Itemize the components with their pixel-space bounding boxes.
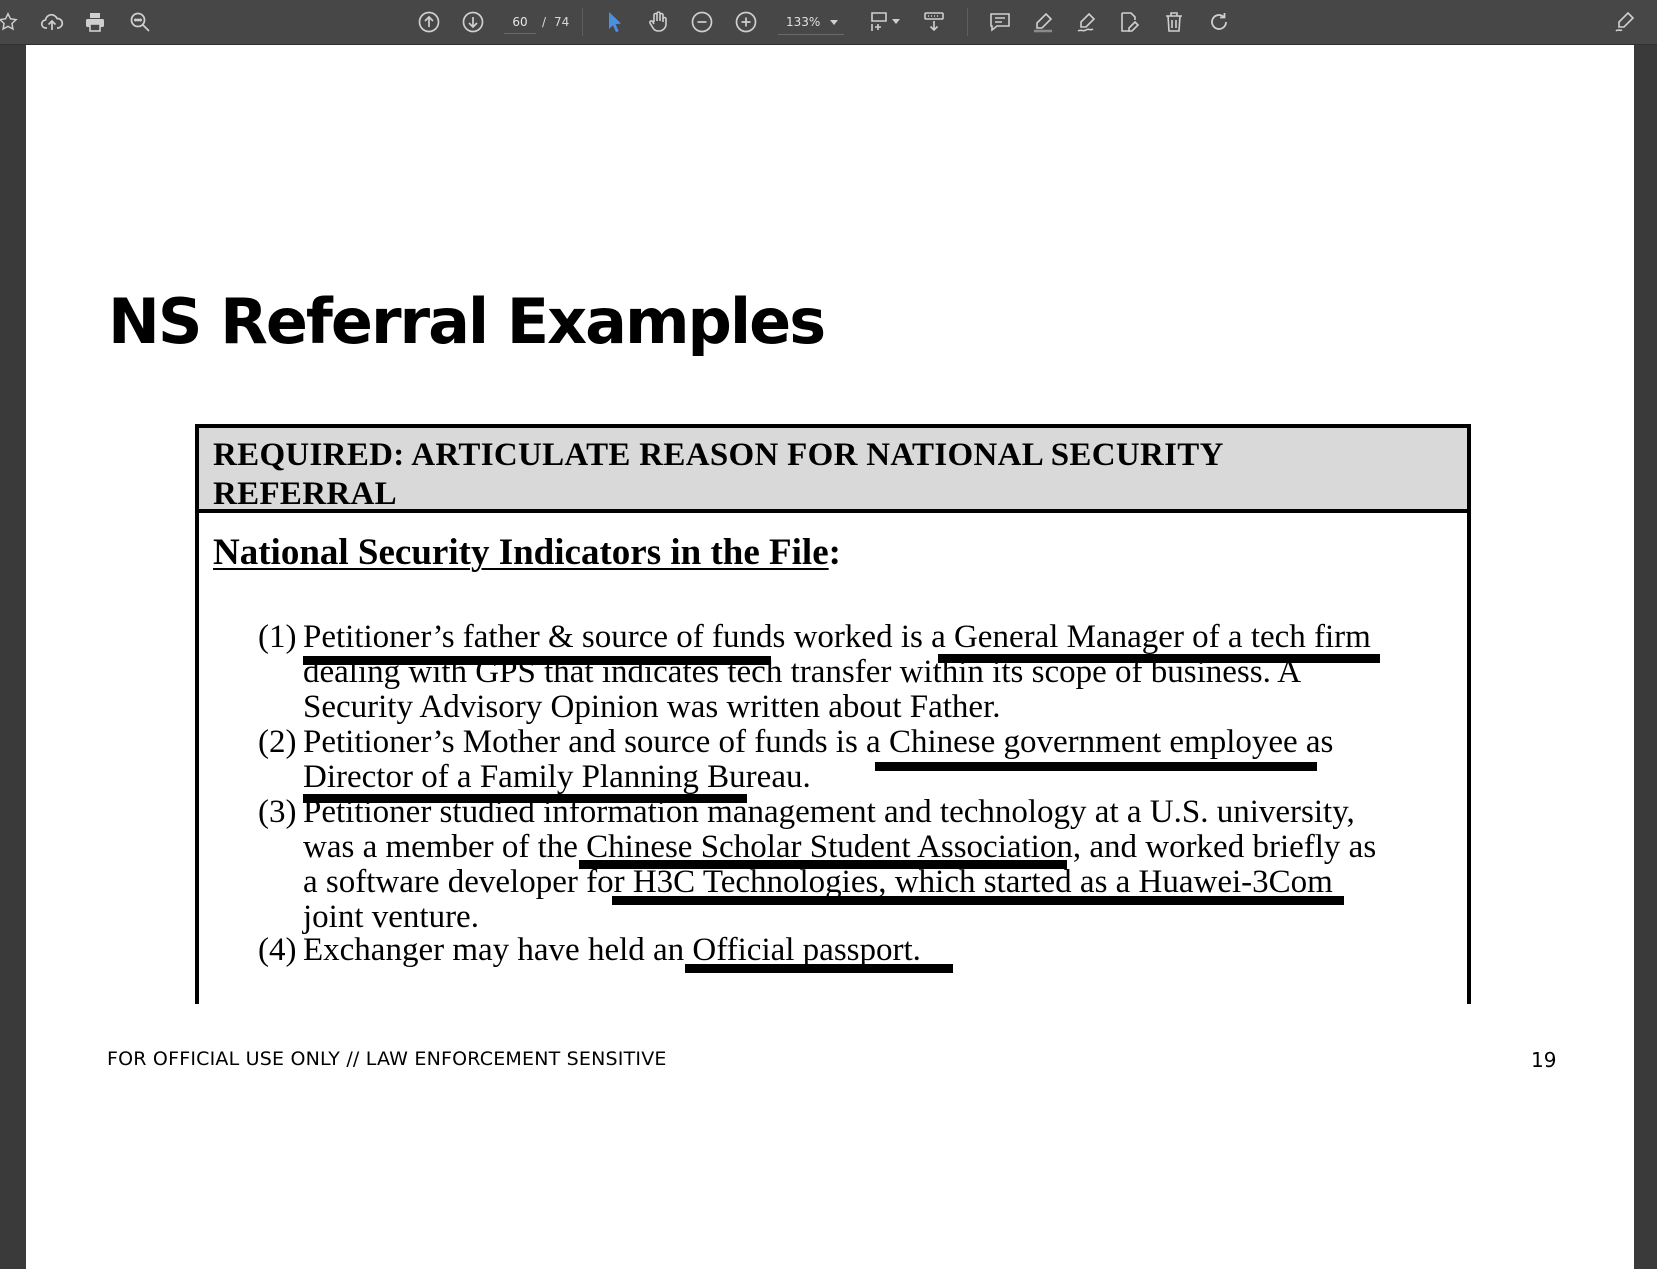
fill-sign-icon[interactable]	[1609, 6, 1641, 38]
indicator-text: Petitioner’s father & source of funds worked is a General Manager of a tech firm dealing with GPS that indicates tech transfer within its scope of business. A Security Advisory Opinion was written about Father.	[303, 619, 1371, 725]
indicator-text: Petitioner’s Mother and source of funds is a Chinese government employee as Director of a Family Planning Bureau.	[303, 724, 1334, 795]
select-cursor-icon[interactable]	[599, 6, 631, 38]
hand-tool-icon[interactable]	[642, 6, 674, 38]
page-number-input[interactable]	[504, 11, 536, 34]
zoom-level-dropdown[interactable]	[778, 10, 844, 35]
toolbar-divider	[967, 8, 968, 36]
chevron-down-icon	[892, 19, 900, 24]
draw-sign-icon[interactable]	[1071, 6, 1103, 38]
form-subheading-text: National Security Indicators in the File	[213, 532, 829, 573]
indicator-number: (4)	[258, 932, 297, 968]
viewer-gutter-left	[0, 45, 26, 1269]
next-page-icon[interactable]	[457, 6, 489, 38]
slide-title: NS Referral Examples	[108, 285, 825, 358]
comment-icon[interactable]	[984, 6, 1016, 38]
page-separator: /	[542, 15, 547, 29]
rotate-icon[interactable]	[1203, 6, 1235, 38]
print-icon[interactable]	[79, 6, 111, 38]
page-fit-icon[interactable]	[864, 6, 896, 38]
zoom-in-icon[interactable]	[730, 6, 762, 38]
delete-trash-icon[interactable]	[1158, 6, 1190, 38]
toolbar-divider	[582, 8, 583, 36]
form-subheading-suffix: :	[828, 532, 841, 573]
classification-footer: FOR OFFICIAL USE ONLY // LAW ENFORCEMENT SENSITIVE	[107, 1048, 667, 1070]
bookmark-star-icon[interactable]	[0, 6, 24, 38]
page-navigator	[504, 10, 569, 34]
indicator-text: Exchanger may have held an Official passport.	[303, 932, 921, 968]
zoom-level-value: 133%	[786, 15, 821, 29]
upload-cloud-icon[interactable]	[36, 6, 68, 38]
indicator-number: (1)	[258, 619, 297, 655]
indicator-number: (3)	[258, 794, 297, 830]
previous-page-icon[interactable]	[413, 6, 445, 38]
chevron-down-icon	[830, 20, 838, 25]
search-zoom-icon[interactable]	[124, 6, 156, 38]
page-total: 74	[554, 15, 570, 29]
viewer-gutter-right	[1634, 45, 1657, 1269]
scroll-mode-icon[interactable]	[918, 6, 950, 38]
pdf-page	[26, 45, 1634, 1269]
zoom-out-icon[interactable]	[686, 6, 718, 38]
form-subheading	[213, 531, 841, 574]
edit-text-icon[interactable]	[1114, 6, 1146, 38]
slide-page-number: 19	[1531, 1048, 1557, 1072]
indicator-text: Petitioner studied information management and technology at a U.S. university, was a member of the Chinese Scholar Student Association, and worked briefly as a software developer for H3C Technologies, which started as a Huawei-3Com joint venture.	[303, 794, 1377, 935]
highlight-pen-icon[interactable]	[1027, 6, 1059, 38]
referral-form-excerpt	[195, 424, 1471, 1004]
indicator-number: (2)	[258, 724, 297, 760]
pdf-toolbar	[0, 0, 1657, 45]
form-header: REQUIRED: ARTICULATE REASON FOR NATIONAL SECURITY REFERRAL	[199, 428, 1467, 513]
